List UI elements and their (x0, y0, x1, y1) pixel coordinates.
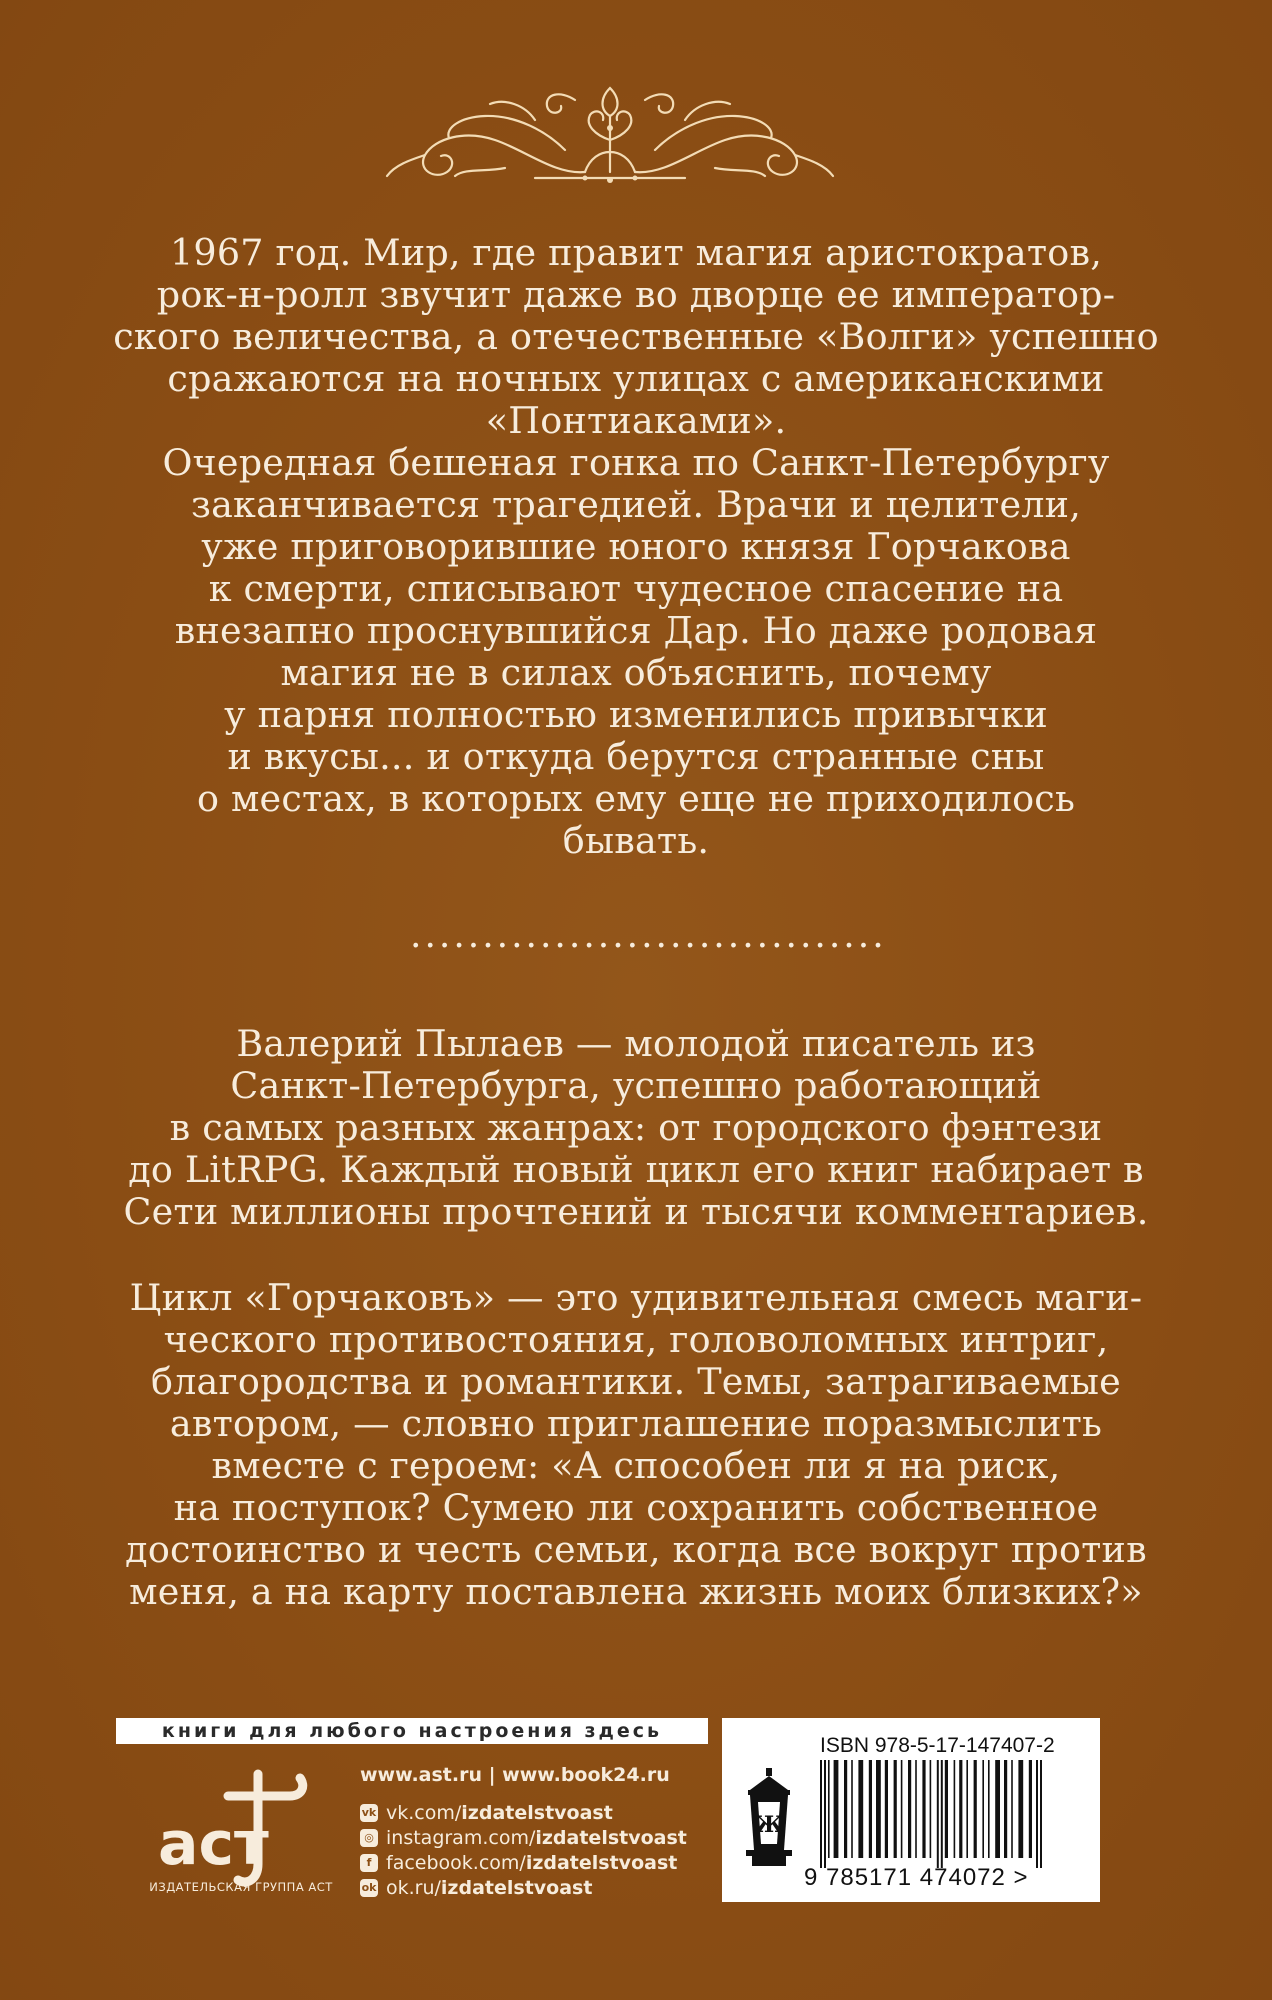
series-description (80, 1277, 1192, 1613)
synopsis-paragraph: 1967 год. Мир, где правит магия аристократов, рок-н-ролл звучит даже во дворце ее император- ского величества, а отечественные «Волги» успешно сражаются на ночных улицах с американскими «Понтиаками». Очередная бешеная гонка по Санкт-Петербургу заканчивается трагедией. Врачи и целители, уже приговорившие юного князя Горчакова к смерти, списывают чудесное спасение на внезапно проснувшийся Дар. Но даже родовая магия не в силах объяснить, почему у парня полностью изменились привычки и вкусы... и откуда берутся странные сны о местах, в которых ему еще не приходилось бывать. (113, 231, 1159, 862)
barcode-bar (858, 1760, 863, 1858)
barcode-bar (1036, 1760, 1038, 1868)
social-link-handle: izdatelstvoast (440, 1876, 593, 1899)
social-links-list (360, 1800, 720, 1900)
social-link-handle: izdatelstvoast (525, 1851, 678, 1874)
publisher-caption: ИЗДАТЕЛЬСКАЯ ГРУППА АСТ (149, 1880, 333, 1894)
barcode-bar (959, 1760, 962, 1858)
barcode-bar (901, 1760, 903, 1858)
social-link-prefix: vk.com/ (386, 1801, 462, 1824)
barcode-bar (908, 1760, 911, 1858)
social-link-vk[interactable] (360, 1800, 720, 1825)
isbn-label: ISBN 978-5-17-147407-2 (820, 1734, 1055, 1757)
barcode-bar (869, 1760, 872, 1858)
publisher-links (360, 1764, 720, 1900)
barcode-bar (1040, 1760, 1042, 1868)
vk-icon: vk (360, 1804, 378, 1822)
barcode-bar (974, 1760, 977, 1858)
social-link-ok[interactable] (360, 1875, 720, 1900)
ornament-flourish (385, 80, 835, 185)
tagline-bar: книги для любого настроения здесь (116, 1718, 708, 1744)
social-link-instagram[interactable] (360, 1825, 720, 1850)
barcode-bar (1018, 1760, 1023, 1858)
svg-text:Ж: Ж (754, 1812, 784, 1838)
barcode-bar (988, 1760, 990, 1858)
barcode-bar (937, 1760, 939, 1868)
social-link-prefix: instagram.com/ (386, 1826, 536, 1849)
barcode-bar (820, 1760, 822, 1868)
social-link-prefix: facebook.com/ (386, 1851, 526, 1874)
social-link-facebook[interactable] (360, 1850, 720, 1875)
author-bio (80, 1023, 1192, 1233)
barcode-bar (922, 1760, 925, 1858)
barcode-bar (885, 1760, 888, 1858)
logo-wordmark: аст (158, 1809, 269, 1879)
barcode-bar (1011, 1760, 1013, 1858)
barcode-bar (915, 1760, 917, 1858)
barcode-bar (876, 1760, 881, 1858)
facebook-icon: f (360, 1854, 378, 1872)
barcode-bar (828, 1760, 830, 1858)
barcode-bar (954, 1760, 956, 1858)
barcode-bar (941, 1760, 943, 1868)
barcode-bar (824, 1760, 826, 1868)
lantern-icon (740, 1768, 798, 1866)
series-paragraph: Цикл «Горчаковъ» — это удивительная смесь маги- ческого противостояния, головоломных интриг, благородства и романтики. Темы, затрагиваемые автором, — словно приглашение поразмыслить вместе с героем: «А способен ли я на риск, на поступок? Сумею ли сохранить собственное достоинство и честь семьи, когда все вокруг против меня, а на карту поставлена жизнь моих близких?» (125, 1276, 1147, 1613)
barcode-bar (834, 1760, 839, 1858)
barcode-bar (851, 1760, 853, 1858)
barcode (818, 1760, 1088, 1868)
barcode-bar (982, 1760, 984, 1858)
social-link-prefix: ok.ru/ (386, 1876, 441, 1899)
ok-icon: ok (360, 1879, 378, 1897)
social-link-handle: izdatelstvoast (535, 1826, 687, 1849)
instagram-icon: ◎ (360, 1829, 378, 1847)
dotted-separator: ................................. (410, 915, 887, 956)
barcode-bar (945, 1760, 948, 1858)
barcode-bar (844, 1760, 847, 1858)
barcode-bar (930, 1760, 932, 1858)
synopsis-text (80, 232, 1192, 862)
author-bio-paragraph: Валерий Пылаев — молодой писатель из Санкт-Петербурга, успешно работающий в самых разных жанрах: от городского фэнтези до LitRPG. Каждый новый цикл его книг набирает в Сети миллионы прочтений и тысячи комментариев. (123, 1022, 1149, 1233)
barcode-bar (894, 1760, 897, 1858)
barcode-bar (1029, 1760, 1032, 1858)
isbn-barcode-box (722, 1718, 1100, 1902)
barcode-bar (995, 1760, 1000, 1858)
barcode-bar (1004, 1760, 1007, 1858)
barcode-digits: 9 785171 474072 > (804, 1864, 1029, 1891)
barcode-bar (966, 1760, 968, 1858)
social-link-handle: izdatelstvoast (461, 1801, 613, 1824)
publisher-websites[interactable]: www.ast.ru | www.book24.ru (360, 1764, 670, 1786)
